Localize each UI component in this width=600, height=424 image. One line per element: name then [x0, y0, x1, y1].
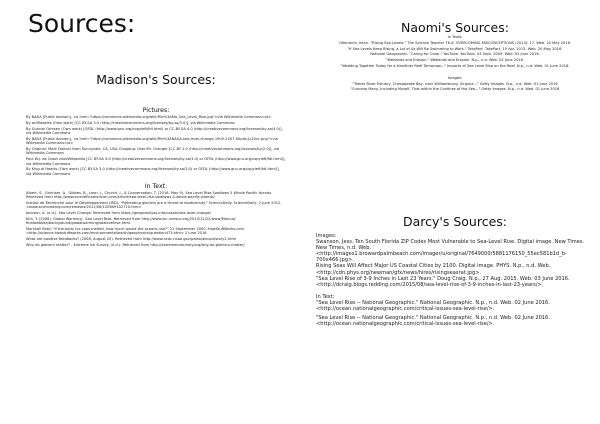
citation: "Sea Level Rise -- National Geographic." National Geographic. N.p., n.d. Web. 02 June 2016. <http://ocean.nationalgeographic.com/critical-issues-sea-level-rise/>.	[316, 299, 550, 313]
naomi-images-label: Images:	[447, 75, 463, 80]
citation: By oc5Beatles (Own work) [CC BY-SA 3.0 (http://creativecommons.org/licenses/by-sa/3.0)], via Wikimedia Commons	[26, 120, 235, 125]
citation: "Wetlands and Erosion." Wetlands and Erosion. N.p., n.d. Web. 02 June 2016.	[385, 58, 525, 63]
darcy-text-label: In Text:	[316, 293, 335, 300]
madison-pictures-label: Pictures:	[142, 107, 170, 114]
citation: Institut de Recherche pour le Développement (IRD). "Retreating glaciers are a threat to biodiversity." ScienceDaily. ScienceDaily, 2 June 2012. <www.sciencedaily.com/releases/2012/06/120609102710.htm>.	[26, 200, 282, 210]
naomi-text-label: In Texts:	[447, 35, 463, 39]
citation: Rising Seas Will Affect Major US Coastal Cities by 2100. Digital image. PHYS. N.p., n.d. Web. <http://cdn.phys.org/newman/gfx/news/hires/risingseasrat.jpg>.	[316, 263, 551, 276]
darcy-heading: Darcy's Sources:	[403, 214, 507, 229]
darcy-images-label: Images:	[316, 233, 337, 239]
citation: Why do glaciers matter? - Extreme Ice Survey. (n.d.). Retrieved from http://extremeicesurvey.org/why-do-glaciers-matter/	[26, 243, 245, 248]
citation: What are positive feedbacks? (2008, August 20). Retrieved from http://www.ncdc.noaa.gov/paleo/abrupt/story2.html	[26, 237, 237, 242]
citation: Albert, S., Grinham, A., Gibbes, B., Leon, J., Church, J., & Conversation, T. (2016, May 9). Sea Level Rise Swallows 5 Whole Pacific Islands. Retrieved from http://www.scientificamerican.com/article/sea-level-rise-swallows-5-whole-pacific-islands/	[26, 190, 273, 200]
citation: Marshall Brain "If the polar ice caps melted, how much would the oceans rise?" 21 September 2000. HowStuffWorks.com. <http://science.howstuffworks.com/environmental/earth/geophysics/question473.htm> 2 June 2016	[26, 227, 246, 236]
darcy-sources	[316, 214, 594, 327]
naomi-text-list	[316, 35, 594, 92]
page-title: Sources:	[28, 9, 136, 38]
citation: Oberrecht, Kenn. "Rising Sea Levels." The Science Teacher 76.4: OVERCOMING MISCONCEPTIONS (2013): 17. Web. 20 May 2016.	[338, 40, 572, 45]
citation: Jackson, A. (n.d.). Sea Level Change. Retrieved from https://geographyas.info/coasts/sea-level-change/	[26, 211, 211, 216]
citation: "Sea Level Rise -- National Geographic." National Geographic. N.p., n.d. Web. 02 June 2016. <http://ocean.nationalgeographic.com/critical-issues-sea-level-rise/>.	[316, 315, 550, 328]
citation: Kim, Y. (2008). Global Warming - Sea Level Rise. Retrieved from http://www.ioc-unesco.org/2013/12/22/www/Marcus/ finalwebsite/background/globalwarming/sealevelrise.html.	[26, 216, 236, 226]
madison-text-label: In Text:	[144, 182, 168, 190]
citation: By Original: Mark Dollner from Sunnyvale, CA, USA Cropping: User:Mr. Granger [CC BY 2.0 (http://creativecommons.org/licenses/by/2.0)], via Wikimedia Commons	[26, 147, 280, 156]
citation: "Sea Level Rise of 3-9 Inches in Last 23 Years." Doug Craig. N.p., 27 Aug. 2015. Web. 03 June 2016. <http://dcraig.blogs.redding.com/2015/08/sea-level-rise-of-3-9-inches-in-last-23-years/>.	[316, 275, 570, 288]
citation: By Gunnar Ormsen (Own work) [GFDL (http://www.gnu.org/copyleft/fdl.html) or CC-BY-SA-4.0 (http://creativecommons.org/licenses/by-sa/4.0)], via Wikimedia Commons	[26, 126, 283, 135]
citation: "If Sea Levels Keep Rising, a Lot of Us Will Be Swimming to Work." TakePart. TakePart, 19 Apr. 2013. Web. 20 May 2016.	[347, 46, 563, 51]
citation: Swanson, Jess. Ten South Florida ZIP Codes Most Vulnerable to Sea-Level Rise. Digital image. New Times. New Times, n.d. Web. <http://images1.browardpalmbeach.com/imager/u/original/7649000/5881176150_55ec581b1d_b-700x466.jpg>.	[316, 239, 585, 264]
madison-pictures-list	[26, 115, 286, 176]
madison-text-list	[26, 191, 286, 248]
naomi-sources	[316, 20, 594, 93]
citation: By NASA [Public domain], <a href="https://commons.wikimedia.org/wiki/File%3ANASA-sea-level-change-1900-2007-Stipes-Jc20cc.png">via Wikimedia Commons</a>	[26, 136, 278, 146]
citation: "Wedding Together Today for a Healthier Reef Tomorrow..." Impacts of Sea Level Rise on the Reef. N.p., n.d. Web. 01 June 2016.	[340, 63, 570, 68]
citation: National Geographic. "Caring for Coral." YouTube. YouTube, 04 Sept. 2009. Web. 02 June 2016.	[370, 52, 540, 57]
citation: "Tames River Estuary, Chesapeake Bay, near Williamsburg, Virginia..." Getty Images. N.p., n.d. Web. 01 June 2016	[352, 81, 558, 86]
madison-heading: Madison's Sources:	[96, 72, 216, 87]
darcy-list	[316, 233, 594, 327]
citation: Paul W.J. de Groot ziroliWikipedia [CC BY-SA 3.0 (http://creativecommons.org/licenses/by-sa/3.0) or GFDL (http://www.gnu.org/copyleft/fdl.html)], via Wikimedia Commons	[26, 157, 286, 166]
madison-sources	[26, 72, 286, 249]
citation: "Surprise Many, Including Myself, That within the Confines of the Sea..." Getty Images. N.p., n.d. Web. 01 June 2016	[350, 87, 560, 92]
citation: By King of Hearts (Own work) [CC BY-SA 3.0 (http://creativecommons.org/licenses/by-sa/3.0) or GFDL (http://www.gnu.org/copyleft/fdl.html)], via Wikimedia Commons	[26, 167, 280, 176]
citation: By NASA [Public domain], <a href="https://commons.wikimedia.org/wiki/File%3AMa_Sea_Level_Rise.jpg">via Wikimedia Commons</a>	[26, 115, 272, 119]
naomi-heading: Naomi's Sources:	[401, 20, 509, 35]
